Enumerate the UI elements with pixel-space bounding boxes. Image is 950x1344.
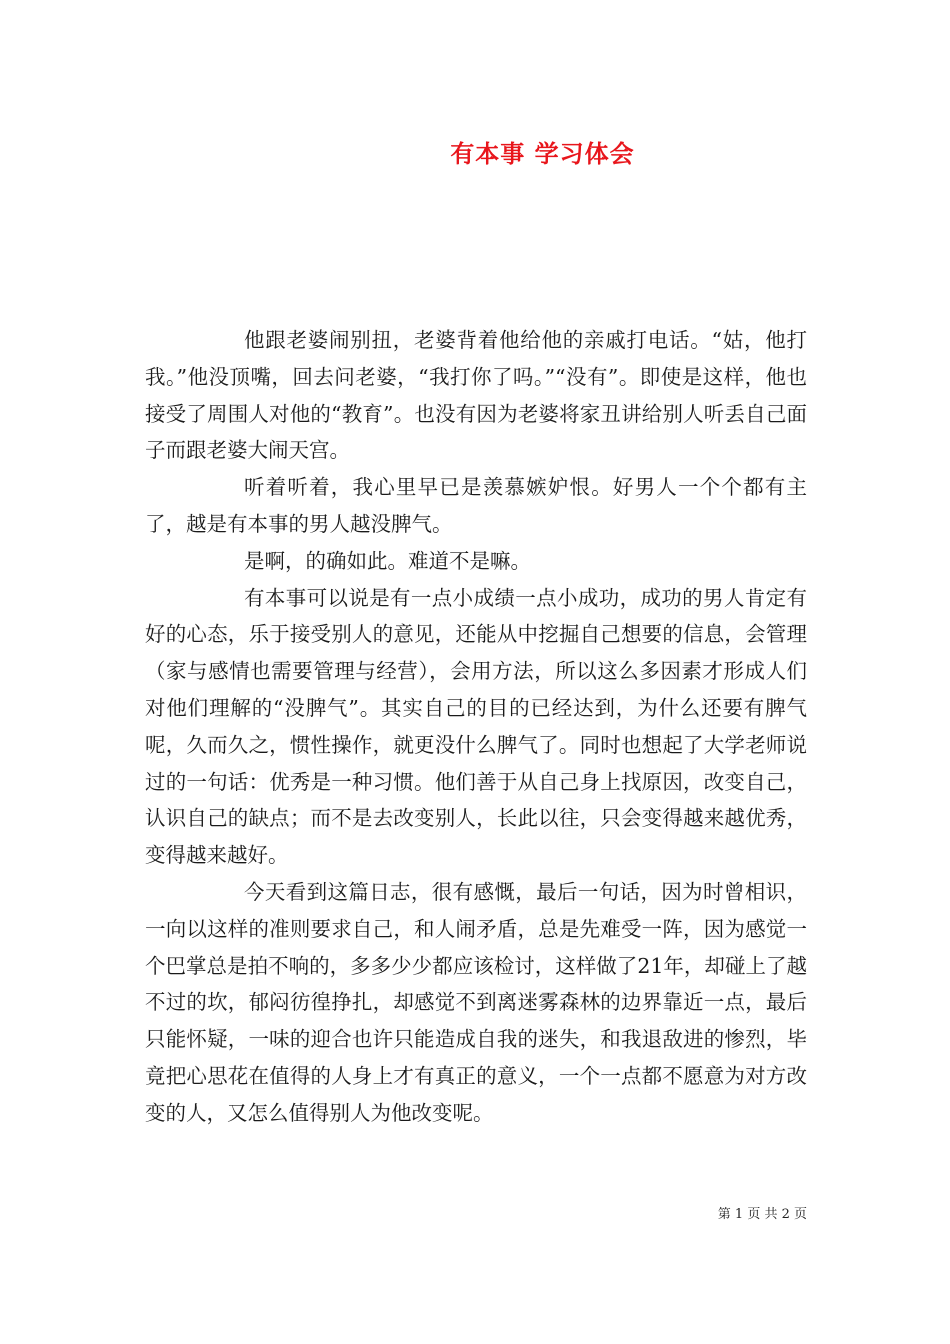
page-number-footer: 第 1 页 共 2 页: [717, 1207, 807, 1222]
paragraph-2: 听着听着，我心里早已是羡慕嫉妒恨。好男人一个个都有主了，越是有本事的男人越没脾气。: [145, 475, 807, 536]
paragraph-5: 今天看到这篇日志，很有感慨，最后一句话，因为时曾相识，一向以这样的准则要求自己，和人闹矛盾，总是先难受一阵，因为感觉一个巴掌总是拍不响的，多多少少都应该检讨，这样做了21年，却碰上了越不过的坎，郁闷彷徨挣扎，却感觉不到离迷雾森林的边界靠近一点，最后只能怀疑，一味的迎合也许只能造成自我的迷失，和我退敌进的惨烈，毕竟把心思花在值得的人身上才有真正的意义，一个一点都不愿意为对方改变的人，又怎么值得别人为他改变呢。: [145, 879, 807, 1125]
paragraph-3: 是啊，的确如此。难道不是嘛。: [244, 548, 531, 573]
document-title: 有本事 学习体会: [450, 140, 635, 168]
document-body: [145, 322, 807, 1132]
paragraph-1: 他跟老婆闹别扭，老婆背着他给他的亲戚打电话。“姑，他打我。”他没顶嘴，回去问老婆，“我打你了吗。”“没有”。即使是这样，他也接受了周围人对他的“教育”。也没有因为老婆将家丑讲给别人听丢自己面子而跟老婆大闹天宫。: [145, 328, 807, 463]
paragraph-4: 有本事可以说是有一点小成绩一点小成功，成功的男人肯定有好的心态，乐于接受别人的意见，还能从中挖掘自己想要的信息，会管理（家与感情也需要管理与经营），会用方法，所以这么多因素才形成人们对他们理解的“没脾气”。其实自己的目的已经达到，为什么还要有脾气呢，久而久之，惯性操作，就更没什么脾气了。同时也想起了大学老师说过的一句话：优秀是一种习惯。他们善于从自己身上找原因，改变自己，认识自己的缺点；而不是去改变别人，长此以往，只会变得越来越优秀，变得越来越好。: [145, 585, 807, 868]
